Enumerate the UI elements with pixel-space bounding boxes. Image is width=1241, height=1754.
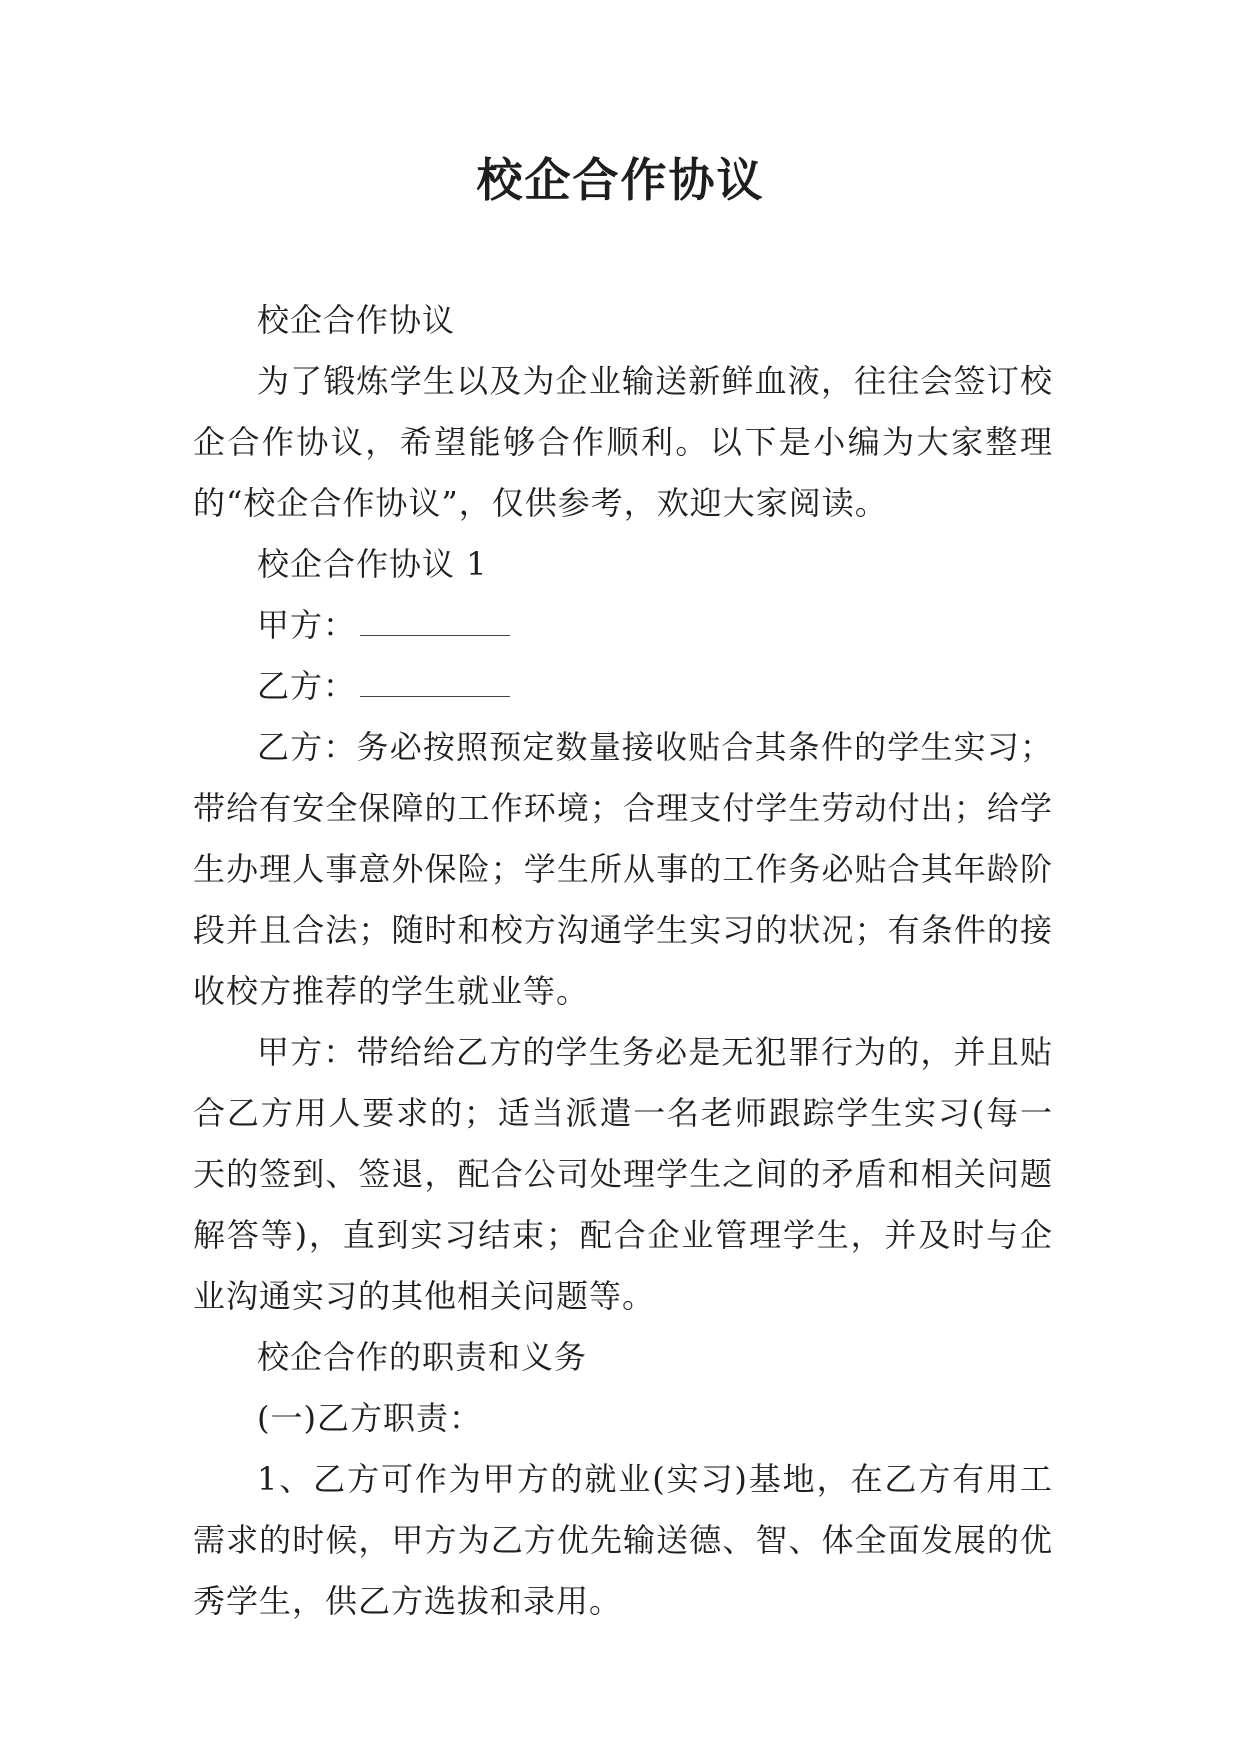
document-body <box>193 290 1053 1632</box>
document-title: 校企合作协议 <box>476 153 765 207</box>
paragraph-party-b-duties: 乙方：务必按照预定数量接收贴合其条件的学生实习；带给有安全保障的工作环境；合理支付学生劳动付出；给学生办理人事意外保险；学生所从事的工作务必贴合其年龄阶段并且合法；随时和校方沟通学生实习的状况；有条件的接收校方推荐的学生就业等。 <box>193 728 1053 1010</box>
party-a-label: 甲方： <box>257 606 357 644</box>
paragraph-intro: 为了锻炼学生以及为企业输送新鲜血液，往往会签订校企合作协议，希望能够合作顺利。以下是小编为大家整理的“校企合作协议”，仅供参考，欢迎大家阅读。 <box>193 362 1053 522</box>
paragraph-responsibilities-heading: 校企合作的职责和义务 <box>257 1338 588 1376</box>
paragraph-party-a-duties: 甲方：带给给乙方的学生务必是无犯罪行为的，并且贴合乙方用人要求的；适当派遣一名老师跟踪学生实习(每一天的签到、签退，配合公司处理学生之间的矛盾和相关问题解答等)，直到实习结束；配合企业管理学生，并及时与企业沟通实习的其他相关问题等。 <box>193 1033 1053 1315</box>
party-b-blank <box>360 695 510 697</box>
party-a-line <box>193 595 1053 656</box>
paragraph-party-b-responsibilities-heading: (一)乙方职责： <box>257 1399 482 1437</box>
paragraph-item-1: 1、乙方可作为甲方的就业(实习)基地，在乙方有用工需求的时候，甲方为乙方优先输送德、智、体全面发展的优秀学生，供乙方选拔和录用。 <box>193 1460 1053 1620</box>
party-b-label: 乙方： <box>257 667 357 705</box>
party-b-line <box>193 656 1053 717</box>
paragraph-heading: 校企合作协议 <box>257 301 456 339</box>
party-a-blank <box>360 634 510 636</box>
paragraph-agreement-1-title: 校企合作协议 1 <box>257 545 488 583</box>
